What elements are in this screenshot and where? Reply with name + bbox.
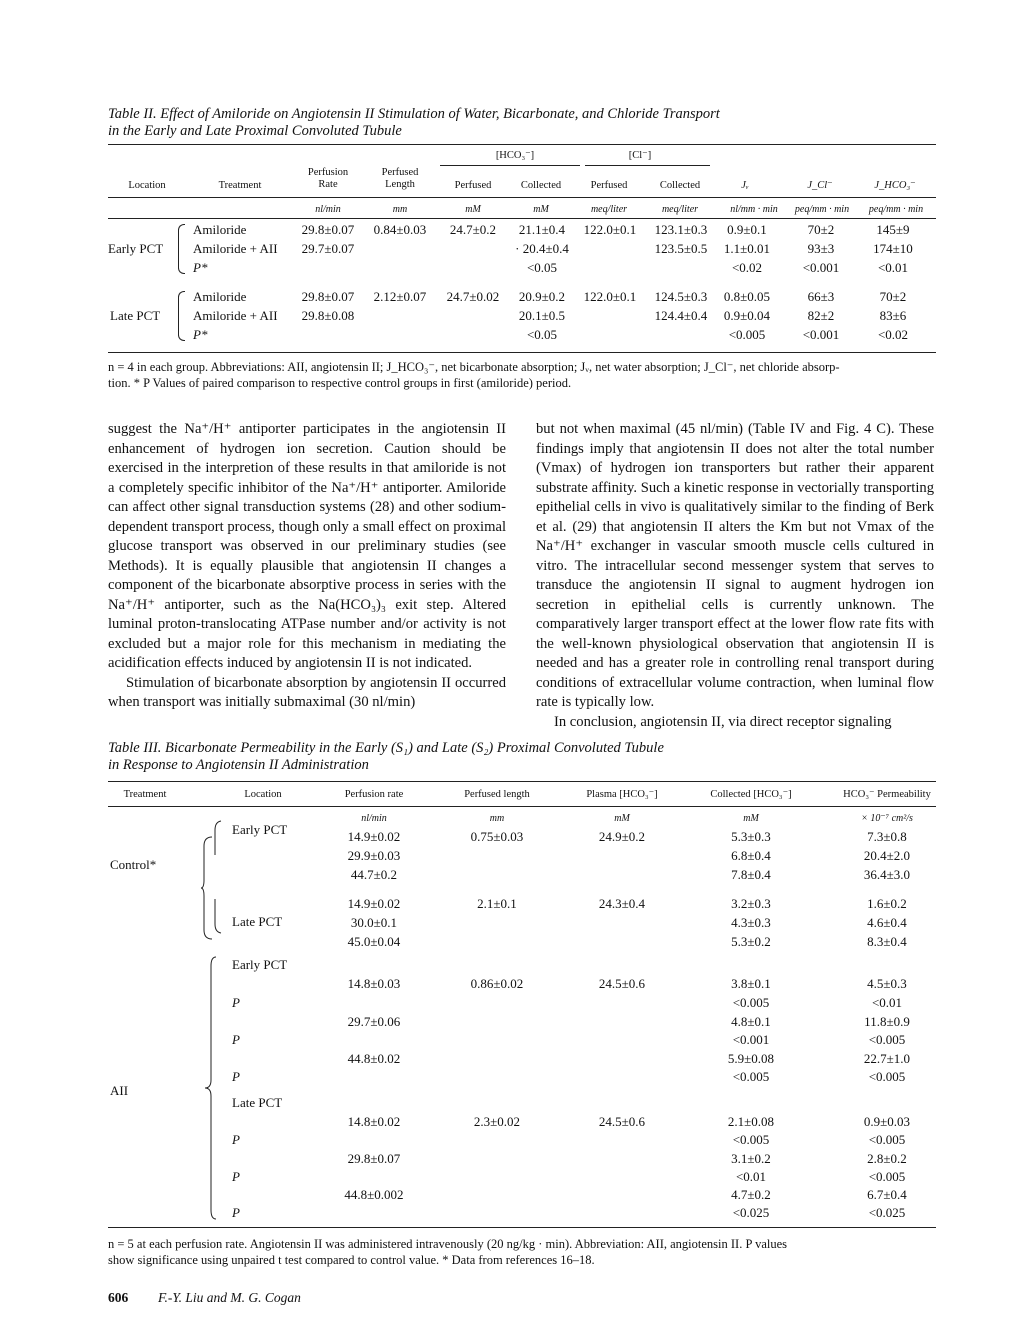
table3-header-rule <box>108 806 936 807</box>
table2-unit: mM <box>465 204 481 215</box>
table3-cell: 6.7±0.4 <box>867 1187 907 1202</box>
table2-cell: Amiloride + AII <box>193 308 278 323</box>
table3-footnote-line2: show significance using unpaired t test compared to control value. * Data from references 16–18. <box>108 1253 595 1267</box>
table2-top-rule <box>108 144 936 145</box>
table3-cell: <0.005 <box>868 1069 906 1084</box>
table2-group-hco3: [HCO₃⁻] <box>495 150 535 161</box>
table2-cell: 0.9±0.04 <box>723 308 771 323</box>
table2-cell: · 20.4±0.4 <box>515 241 569 256</box>
table3-header-perfusion-rate: Perfusion rate <box>344 789 404 800</box>
table2-cell: 123.1±0.3 <box>654 222 708 237</box>
table3-cell: 24.5±0.6 <box>598 976 646 991</box>
table3-cell: 0.86±0.02 <box>470 976 524 991</box>
table3-cell: 3.8±0.1 <box>731 976 771 991</box>
table2-location-early: Early PCT <box>108 241 164 256</box>
table3-brace-control-early <box>214 820 222 856</box>
table3-header-hco3-permeability: HCO₃⁻ Permeability <box>843 789 931 800</box>
table2-units-rule <box>108 218 936 219</box>
table3-cell: 5.9±0.08 <box>727 1051 775 1066</box>
table3-cell: 44.8±0.002 <box>344 1187 404 1202</box>
table3-cell: 3.1±0.2 <box>731 1151 771 1166</box>
table3-cell: 4.8±0.1 <box>731 1014 771 1029</box>
table2-cell: 29.8±0.08 <box>301 308 355 323</box>
table3-footnote <box>108 1236 938 1268</box>
table2-group-hco3-rule <box>440 165 580 166</box>
table3-treatment-control: Control* <box>110 857 157 872</box>
table2-cell: <0.001 <box>802 327 840 342</box>
table2-caption <box>108 106 928 140</box>
table2-cell: 145±9 <box>876 222 910 237</box>
table2-header-cl-perfused: Perfused <box>590 180 628 191</box>
table2-cell: <0.05 <box>526 260 558 275</box>
page-number: 606 <box>108 1290 129 1305</box>
table2-cell: <0.02 <box>877 327 909 342</box>
table2-brace-early <box>178 224 185 274</box>
table3-cell: 36.4±3.0 <box>863 867 911 882</box>
table2-footnote-line1: n = 4 in each group. Abbreviations: AII, angiotensin II; J_HCO₃⁻, net bicarbonate absorption; Jᵥ, net water absorption; J_Cl⁻, net chloride absorp- <box>108 360 840 374</box>
table2-header-location: Location <box>128 180 166 191</box>
table2-cell: 29.8±0.07 <box>301 222 355 237</box>
table2-cell: <0.05 <box>526 327 558 342</box>
table3-cell: <0.005 <box>732 1069 770 1084</box>
table3-cell: 2.8±0.2 <box>867 1151 907 1166</box>
table2-cell: 0.9±0.1 <box>727 222 767 237</box>
table2-header-perfused-length: Perfused Length <box>381 167 419 190</box>
table3-cell: 24.5±0.6 <box>598 1114 646 1129</box>
table3-cell: 29.7±0.06 <box>347 1014 401 1029</box>
table2-cell: 70±2 <box>807 222 835 237</box>
table2-header-treatment: Treatment <box>218 180 262 191</box>
table3-cell: 30.0±0.1 <box>350 915 398 930</box>
table3-cell: <0.005 <box>732 1132 770 1147</box>
table2-footnote-line2: tion. * P Values of paired comparison to respective control groups in first (amiloride) period. <box>108 376 572 390</box>
table3-cell: 44.8±0.02 <box>347 1051 401 1066</box>
table3-p-label: P <box>232 1205 240 1220</box>
table3-location-early-control: Early PCT <box>232 822 288 837</box>
table2-cell: Amiloride + AII <box>193 241 278 256</box>
table3-cell: <0.01 <box>735 1169 767 1184</box>
table2-header-jv: Jᵥ <box>741 180 749 191</box>
table2-cell: 123.5±0.5 <box>654 241 708 256</box>
table2-unit: mm <box>392 204 408 215</box>
left-paragraph-2: Stimulation of bicarbonate absorption by angiotensin II occurred when transport was initially submaximal (30 nl/min) <box>108 674 506 710</box>
table3-cell: <0.001 <box>732 1032 770 1047</box>
table3-brace-control-late <box>214 898 222 934</box>
table3-header-perfused-length: Perfused length <box>464 789 530 800</box>
table3-brace-aii <box>204 956 218 1220</box>
table2-cell: 29.7±0.07 <box>301 241 355 256</box>
table3-cell: 8.3±0.4 <box>867 934 907 949</box>
table3-header-treatment: Treatment <box>123 789 167 800</box>
table3-cell: 4.6±0.4 <box>867 915 907 930</box>
table2-group-cl-rule <box>585 165 710 166</box>
table3-header-location: Location <box>244 789 282 800</box>
table3-cell: 14.9±0.02 <box>347 896 401 911</box>
table2-cell: P* <box>193 327 208 342</box>
table3-cell: 0.75±0.03 <box>470 829 524 844</box>
table3-top-rule <box>108 781 936 782</box>
table3-cell: 14.9±0.02 <box>347 829 401 844</box>
table3-cell: <0.005 <box>868 1032 906 1047</box>
table3-cell: 20.4±2.0 <box>863 848 911 863</box>
table2-brace-late <box>178 291 185 341</box>
table3-cell: 4.7±0.2 <box>731 1187 771 1202</box>
table3-unit: mm <box>489 813 505 824</box>
table3-p-label: P <box>232 1032 240 1047</box>
table2-location-late: Late PCT <box>110 308 161 323</box>
table2-cell: <0.02 <box>731 260 763 275</box>
table3-header-plasma-hco3: Plasma [HCO₃⁻] <box>586 789 658 800</box>
table2-cell: 93±3 <box>807 241 835 256</box>
table2-cell: 0.8±0.05 <box>723 289 771 304</box>
table2-header-rule <box>108 197 936 198</box>
table3-unit: mM <box>614 813 630 824</box>
table3-cell: 24.9±0.2 <box>598 829 646 844</box>
table2-header-hco3-collected: Collected <box>520 180 562 191</box>
table3-p-label: P <box>232 1132 240 1147</box>
table2-cell: 122.0±0.1 <box>583 222 637 237</box>
right-paragraph-2: In conclusion, angiotensin II, via direct receptor signaling <box>554 713 892 730</box>
table2-unit: meq/liter <box>590 204 628 215</box>
table2-cell: 174±10 <box>873 241 913 256</box>
table3-unit: nl/min <box>361 813 387 824</box>
table3-cell: 5.3±0.3 <box>731 829 771 844</box>
table3-bottom-rule <box>108 1227 936 1228</box>
table3-cell: 5.3±0.2 <box>731 934 771 949</box>
table3-location-late-aii: Late PCT <box>232 1095 283 1110</box>
table3-cell: 14.8±0.02 <box>347 1114 401 1129</box>
table2-cell: 124.4±0.4 <box>654 308 708 323</box>
table2-caption-line1: Table II. Effect of Amiloride on Angiotensin II Stimulation of Water, Bicarbonate, and Chloride Transport <box>108 106 720 122</box>
table2-cell: 70±2 <box>879 289 907 304</box>
table2-header-jcl: J_Cl⁻ <box>807 180 833 191</box>
table3-cell: <0.025 <box>732 1205 770 1220</box>
table2-cell: 122.0±0.1 <box>583 289 637 304</box>
table3-p-label: P <box>232 1069 240 1084</box>
table2-cell: 24.7±0.02 <box>446 289 500 304</box>
table3-cell: 11.8±0.9 <box>864 1014 910 1029</box>
table2-cell: 29.8±0.07 <box>301 289 355 304</box>
table2-cell: <0.01 <box>877 260 909 275</box>
table2-cell: 83±6 <box>879 308 907 323</box>
page-authors: F.-Y. Liu and M. G. Cogan <box>158 1290 301 1305</box>
table2-cell: 2.12±0.07 <box>373 289 427 304</box>
table2-unit: peq/mm · min <box>868 204 924 215</box>
table2-cell: 24.7±0.2 <box>449 222 497 237</box>
table2-unit: nl/mm · min <box>730 204 778 215</box>
table3-caption-line2: in Response to Angiotensin II Administration <box>108 757 369 773</box>
table3-cell: <0.005 <box>868 1169 906 1184</box>
table3-cell: 24.3±0.4 <box>598 896 646 911</box>
table3-cell: 2.1±0.08 <box>727 1114 775 1129</box>
table3-caption-line1: Table III. Bicarbonate Permeability in the Early (S₁) and Late (S₂) Proximal Convoluted Tubule <box>108 740 664 756</box>
body-left-column <box>108 420 506 713</box>
table2-cell: 21.1±0.4 <box>518 222 566 237</box>
table2-caption-line2: in the Early and Late Proximal Convoluted Tubule <box>108 123 402 139</box>
table2-cell: 124.5±0.3 <box>654 289 708 304</box>
table2-cell: 82±2 <box>807 308 835 323</box>
table2-bottom-rule <box>108 352 936 353</box>
table3-cell: 4.3±0.3 <box>731 915 771 930</box>
right-paragraph-1: but not when maximal (45 nl/min) (Table IV and Fig. 4 C). These findings imply that angiotensin II does not alter the total number (Vmax) of hydrogen ion transporters but rather their apparent substrate affinity. Such a kinetic response in vectorially transporting epithelial cells in vivo is qualitatively similar to the finding of Berk et al. (29) that angiotensin II alters the Km but not Vmax of the Na⁺/H⁺ exchanger in vascular smooth muscle cells cultured in vitro. The intracellular second messenger system that serves to transduce the angiotensin II signal to augment hydrogen ion secretion in epithelial cells is currently unknown. The comparatively larger transport effect at the lower flow rate fits with the well-known physiological observation that angiotensin II is needed and has a greater role in controlling renal transport during conditions of extracellular volume contraction, when luminal flow rate is typically low. <box>536 421 934 710</box>
table3-location-late-control: Late PCT <box>232 914 283 929</box>
table2-cell: 0.84±0.03 <box>373 222 427 237</box>
table3-cell: 4.5±0.3 <box>867 976 907 991</box>
table3-cell: 7.8±0.4 <box>731 867 771 882</box>
table2-group-cl: [Cl⁻] <box>628 150 652 161</box>
table3-cell: 7.3±0.8 <box>867 829 907 844</box>
table3-p-label: P <box>232 1169 240 1184</box>
table2-cell: Amiloride <box>193 289 247 304</box>
table2-cell: 66±3 <box>807 289 835 304</box>
table2-unit: meq/liter <box>661 204 699 215</box>
table3-cell: 2.3±0.02 <box>473 1114 521 1129</box>
table2-cell: P* <box>193 260 208 275</box>
table3-cell: 29.8±0.07 <box>347 1151 401 1166</box>
table2-unit: mM <box>533 204 549 215</box>
table3-cell: 29.9±0.03 <box>347 848 401 863</box>
table3-cell: <0.01 <box>871 995 903 1010</box>
table3-cell: <0.005 <box>868 1132 906 1147</box>
table2-cell: <0.001 <box>802 260 840 275</box>
table3-cell: 14.8±0.03 <box>347 976 401 991</box>
table3-cell: 45.0±0.04 <box>347 934 401 949</box>
table3-cell: <0.025 <box>868 1205 906 1220</box>
left-paragraph-1: suggest the Na⁺/H⁺ antiporter participates in the angiotensin II enhancement of hydrogen ion secretion. Caution should be exercised in the interpretion of these results in that amiloride is not a completely specific inhibitor of the Na⁺/H⁺ antiporter. Amiloride can affect other signal transduction systems (28) and other sodium-dependent transport process, though only a small effect on proximal glucose transport was observed in our preliminary studies (see Methods). It is equally plausible that angiotensin II changes a component of the bicarbonate absorptive process in series with the Na⁺/H⁺ antiporter, such as the Na(HCO₃)₃ exit step. Altered luminal proton-translocating ATPase number and/or activity is not excluded but a major role for this mechanism in mediating the acidification effects induced by angiotensin II is not indicated. <box>108 421 506 671</box>
table2-cell: <0.005 <box>728 327 766 342</box>
table3-header-collected-hco3: Collected [HCO₃⁻] <box>710 789 792 800</box>
table2-header-perfusion-rate: Perfusion Rate <box>307 167 349 190</box>
table2-cell: Amiloride <box>193 222 247 237</box>
table2-footnote <box>108 359 938 391</box>
table2-cell: 20.1±0.5 <box>518 308 566 323</box>
table3-footnote-line1: n = 5 at each perfusion rate. Angiotensin II was administered intravenously (20 ng/kg · min). Abbreviation: AII, angiotensin II. P values <box>108 1237 788 1251</box>
table3-cell: 44.7±0.2 <box>350 867 398 882</box>
table3-caption <box>108 740 928 774</box>
table3-p-label: P <box>232 995 240 1010</box>
table2-unit: peq/mm · min <box>794 204 850 215</box>
table2-header-hco3-perfused: Perfused <box>454 180 492 191</box>
table3-cell: 22.7±1.0 <box>863 1051 911 1066</box>
table2-cell: 1.1±0.01 <box>723 241 771 256</box>
table3-treatment-aii: AII <box>110 1083 129 1098</box>
table2-unit: nl/min <box>315 204 341 215</box>
table3-unit: mM <box>743 813 759 824</box>
table2-header-cl-collected: Collected <box>659 180 701 191</box>
table3-cell: <0.005 <box>732 995 770 1010</box>
table2-cell: 20.9±0.2 <box>518 289 566 304</box>
table3-cell: 1.6±0.2 <box>867 896 907 911</box>
table3-location-early-aii: Early PCT <box>232 957 288 972</box>
table3-cell: 3.2±0.3 <box>731 896 771 911</box>
body-right-column <box>536 420 934 732</box>
table2-header-jhco3: J_HCO₃⁻ <box>874 180 916 191</box>
table3-cell: 6.8±0.4 <box>731 848 771 863</box>
table3-cell: 0.9±0.03 <box>863 1114 911 1129</box>
table3-cell: 2.1±0.1 <box>477 896 517 911</box>
table3-unit: × 10⁻⁷ cm²/s <box>861 813 913 824</box>
